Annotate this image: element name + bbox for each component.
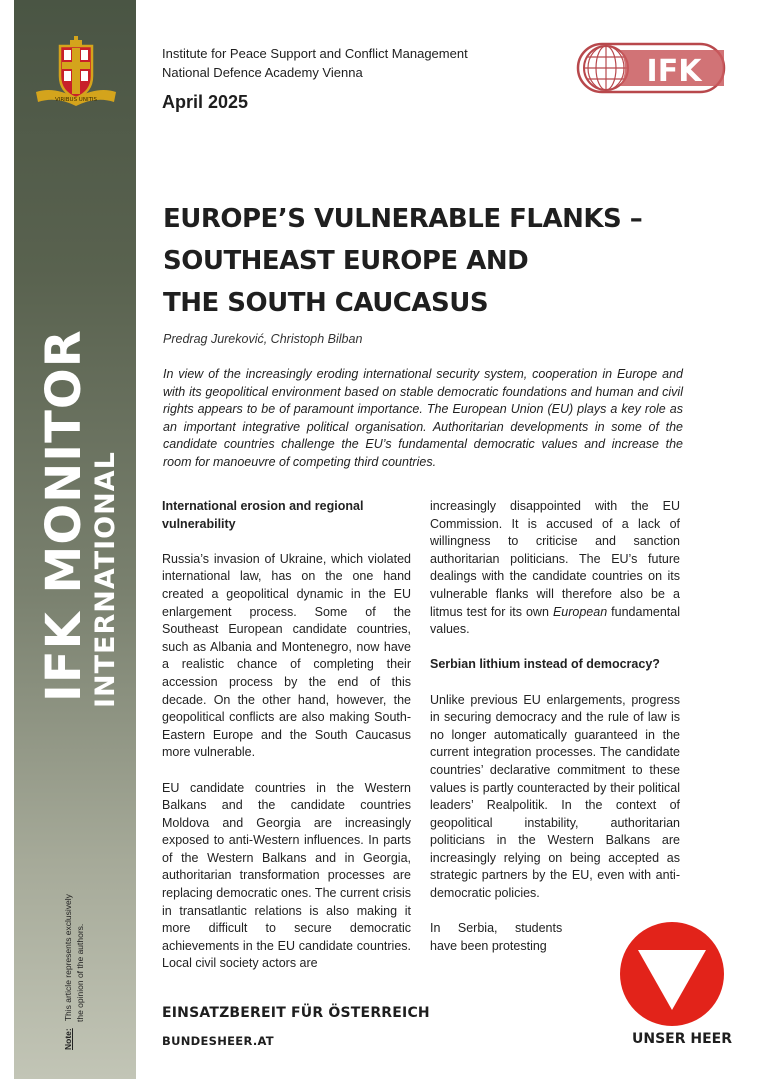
- left-margin: [0, 0, 14, 1079]
- note-line-2: the opinion of the authors.: [75, 923, 85, 1022]
- issue-date: April 2025: [162, 92, 249, 112]
- note-label: Note:: [63, 1028, 73, 1050]
- paragraph-text: fundamental values.: [430, 604, 680, 637]
- footer-website[interactable]: BUNDESHEER.AT: [162, 1034, 274, 1048]
- academy-crest-logo: [34, 36, 118, 112]
- section-heading-lithium: Serbian lithium instead of democracy?: [430, 657, 660, 672]
- paragraph-line: have been protesting: [430, 938, 547, 953]
- institute-block: [162, 44, 468, 82]
- paragraph: [430, 498, 680, 639]
- series-title: IFK MONITOR: [36, 329, 92, 702]
- paragraph-text: increasingly disappointed with the EU Commission. It is accused of a lack of willingness to criticise and sanction authoritarian politicians. The EU’s future dealings with the candidate countries on its vulnerable flanks will therefore also be a litmus test for its own: [430, 499, 680, 619]
- disclaimer-note: [62, 880, 102, 1050]
- paragraph-line: In Serbia, students: [430, 921, 563, 936]
- article-abstract: In view of the increasingly eroding international security system, cooperation in Europe and with its geopolitical environment based on stable democratic foundations and human and civil rights appears to be of paramount importance. The European Union (EU) plays a key role as an important integrative political organisation. Authoritarian developments in some of the candidate countries challenge the EU’s fundamental democratic values and increase the room for manoeuvre of competing third countries.: [163, 367, 683, 469]
- ifk-logo: [576, 42, 726, 94]
- section-heading-erosion: International erosion and regional vulnerability: [162, 499, 364, 531]
- column-right: [430, 498, 680, 973]
- column-left: [162, 498, 411, 991]
- academy-name: National Defence Academy Vienna: [162, 65, 363, 80]
- paragraph: Unlike previous EU enlargements, progress in securing democracy and the rule of law is no longer automatically guaranteed in the current integration processes. The candidate countries’ declarative commitment to these values is partly counteracted by their political leaders’ Realpolitik. In the context of geopolitical instability, authoritarian politicians in the Western Balkans are increasingly relying on being accepted as strategic partners by the EU, even with anti-democratic policies.: [430, 692, 680, 901]
- army-label: UNSER HEER: [632, 1031, 733, 1047]
- institute-name: Institute for Peace Support and Conflict Management: [162, 46, 468, 61]
- bundesheer-logo: [618, 920, 726, 1028]
- paragraph: Russia’s invasion of Ukraine, which violated international law, has on the one hand created a geopolitical dynamic in the EU enlargement process. Some of the Southeast European candidate countries, such as Albania and Montenegro, now have a realistic chance of completing their accession process by the end of this decade. On the other hand, however, the geopolitical conflicts are also making South-Eastern Europe and the South Caucasus more vulnerable.: [162, 551, 411, 760]
- footer-tagline: EINSATZBEREIT FÜR ÖSTERREICH: [162, 1005, 430, 1021]
- title-line-2: SOUTHEAST EUROPE AND: [163, 246, 529, 276]
- crest-motto: VIRIBUS UNITIS: [54, 97, 98, 103]
- article-authors: Predrag Jureković, Christoph Bilban: [163, 332, 363, 346]
- title-line-1: EUROPE’S VULNERABLE FLANKS –: [163, 204, 643, 234]
- ifk-logo-text: IFK: [646, 54, 702, 89]
- emphasis-european: European: [552, 604, 608, 619]
- paragraph: EU candidate countries in the Western Balkans and the candidate countries Moldova and Georgia are increasingly exposed to anti-Western influences. In parts of the Western Balkans and in Georgia, authoritarian transformation processes are replacing democratic ones. The current crisis in transatlantic relations is also making it more difficult to secure democratic achievements in the EU candidate countries. Local civil society actors are: [162, 780, 411, 971]
- title-line-3: THE SOUTH CAUCASUS: [163, 288, 489, 318]
- series-subtitle: INTERNATIONAL: [90, 451, 121, 708]
- note-line-1: This article represents exclusively: [63, 894, 73, 1022]
- article-title: [163, 198, 703, 324]
- series-title-vertical: [16, 329, 136, 710]
